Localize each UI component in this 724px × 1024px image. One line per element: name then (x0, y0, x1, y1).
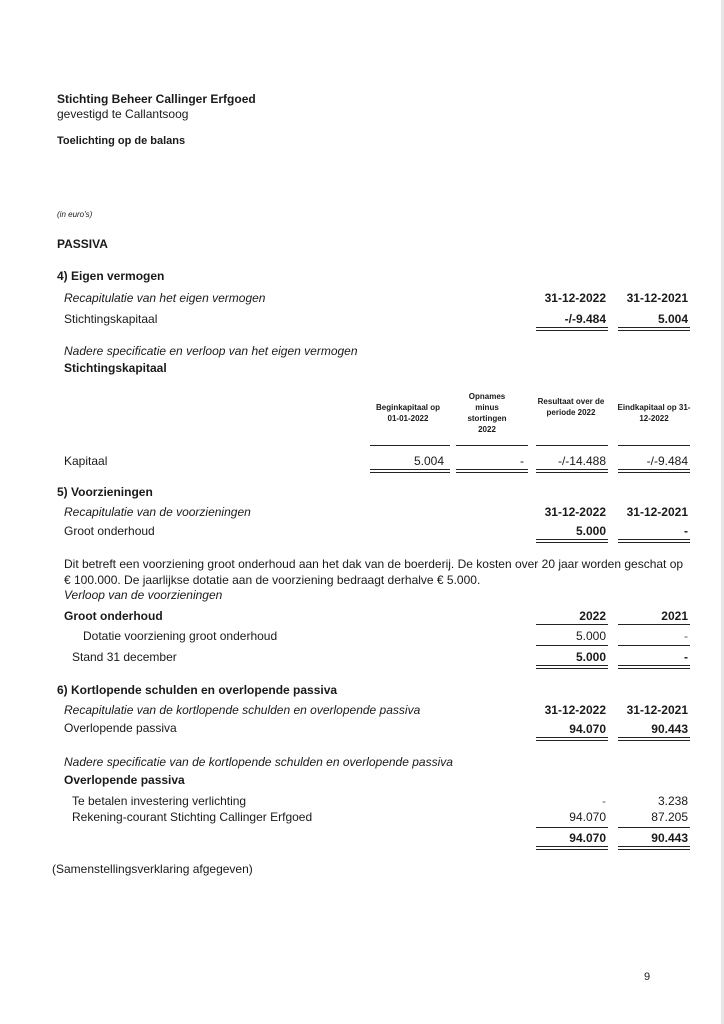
s5-go-col-2021: 2021 (661, 609, 688, 623)
s6-item2-label: Rekening-courant Stichting Callinger Erfgoed (72, 810, 313, 824)
s4-row-value-2022: -/-9.484 (564, 312, 606, 326)
s5-row-value-2022: 5.000 (575, 524, 606, 538)
s5-dotatie-2021: - (684, 629, 688, 643)
s6-row-value-2021: 90.443 (651, 722, 688, 736)
kap-underline-4a (618, 469, 690, 470)
s6-sub-title: Overlopende passiva (64, 773, 185, 787)
s4-spec-label: Nadere specificatie en verloop van het eigen vermogen (64, 344, 358, 358)
hdr-eindkapitaal: Eindkapitaal op 31-12-2022 (617, 403, 691, 423)
s6-spec-label: Nadere specificatie van de kortlopende schulden en overlopende passiva (64, 755, 453, 769)
kap-label: Kapitaal (64, 454, 108, 468)
s5-recap-label: Recapitulatie van de voorzieningen (64, 505, 251, 519)
footer-note: (Samenstellingsverklaring afgegeven) (52, 862, 253, 876)
kap-topline-1 (370, 445, 450, 446)
kap-underline-3b (536, 472, 608, 473)
s5-underline-2b (618, 542, 690, 543)
s6-item1-2022: - (602, 794, 606, 808)
s6-underline-1a (536, 737, 608, 738)
s5-dotatie-2022: 5.000 (575, 629, 606, 643)
s5-stand-underline-2a (618, 665, 690, 666)
kap-topline-2 (456, 445, 528, 446)
s5-paragraph-line-1: Dit betreft een voorziening groot onderhoud aan het dak van de boerderij. De kosten over 20 jaar worden geschat op (64, 557, 684, 571)
s5-go-col-2022: 2022 (579, 609, 606, 623)
s6-total-underline-2b (618, 849, 690, 850)
s6-total-underline-1a (536, 846, 608, 847)
s5-stand-underline-1a (536, 665, 608, 666)
s6-total-underline-1b (536, 849, 608, 850)
s4-row-value-2021: 5.004 (657, 312, 688, 326)
s5-stand-2021: - (684, 650, 688, 664)
section-title: PASSIVA (57, 237, 108, 251)
s4-underline-2b (618, 330, 690, 331)
s4-underline-2a (618, 327, 690, 328)
org-name: Stichting Beheer Callinger Erfgoed (57, 92, 256, 106)
s5-stand-underline-1b (536, 668, 608, 669)
s6-item2-2022: 94.070 (569, 810, 606, 824)
s6-total-2022: 94.070 (569, 831, 606, 845)
s4-recap-label: Recapitulatie van het eigen vermogen (64, 291, 266, 305)
s5-paragraph-line-2: € 100.000. De jaarlijkse dotatie aan de voorziening bedraagt derhalve € 5.000. (64, 573, 481, 587)
s6-total-2021: 90.443 (651, 831, 688, 845)
units-note: (in euro's) (57, 210, 93, 219)
s6-total-topline-1 (536, 827, 608, 828)
kap-begin: 5.004 (413, 454, 444, 468)
s6-row-value-2022: 94.070 (569, 722, 606, 736)
s4-sub-title: Stichtingskapitaal (64, 361, 167, 375)
s5-col-2022: 31-12-2022 (544, 505, 606, 519)
s6-underline-2a (618, 737, 690, 738)
s5-go-topline-2 (618, 624, 690, 625)
s5-verloop-label: Verloop van de voorzieningen (64, 588, 223, 602)
s6-col-2021: 31-12-2021 (626, 703, 688, 717)
kap-underline-2b (456, 472, 528, 473)
s5-underline-1b (536, 542, 608, 543)
s5-row-value-2021: - (684, 524, 688, 538)
s6-item2-2021: 87.205 (651, 810, 688, 824)
s5-col-2021: 31-12-2021 (626, 505, 688, 519)
hdr-opnames: Opnames minus stortingen 2022 (467, 392, 507, 434)
kap-underline-4b (618, 472, 690, 473)
kap-underline-3a (536, 469, 608, 470)
s5-go-title: Groot onderhoud (64, 609, 163, 623)
s4-underline-1a (536, 327, 608, 328)
s6-item1-2021: 3.238 (657, 794, 688, 808)
kap-underline-1b (370, 472, 450, 473)
s6-title: 6) Kortlopende schulden en overlopende passiva (57, 683, 338, 697)
s6-total-underline-2a (618, 846, 690, 847)
s5-dotatie-label: Dotatie voorziening groot onderhoud (83, 629, 278, 643)
s6-item1-label: Te betalen investering verlichting (72, 794, 247, 808)
hdr-beginkapitaal: Beginkapitaal op 01-01-2022 (375, 403, 440, 423)
hdr-resultaat: Resultaat over de periode 2022 (537, 397, 605, 417)
s4-row-label: Stichtingskapitaal (64, 312, 158, 326)
s4-title: 4) Eigen vermogen (57, 269, 165, 283)
s5-stand-underline-2b (618, 668, 690, 669)
org-location: gevestigd te Callantsoog (57, 107, 189, 121)
s5-underline-2a (618, 539, 690, 540)
s5-dotatie-line-2 (618, 645, 690, 646)
s6-col-2022: 31-12-2022 (544, 703, 606, 717)
s5-row-label: Groot onderhoud (64, 524, 155, 538)
s6-recap-label: Recapitulatie van de kortlopende schulden en overlopende passiva (64, 703, 421, 717)
s6-total-topline-2 (618, 827, 690, 828)
doc-subtitle: Toelichting op de balans (57, 135, 186, 147)
s6-row-label: Overlopende passiva (64, 721, 177, 735)
s4-col-2021: 31-12-2021 (626, 291, 688, 305)
kap-eind: -/-9.484 (646, 454, 688, 468)
kap-topline-4 (618, 445, 690, 446)
s4-underline-1b (536, 330, 608, 331)
s5-dotatie-line-1 (536, 645, 608, 646)
kap-opnames: - (520, 454, 524, 468)
kap-underline-2a (456, 469, 528, 470)
kap-resultaat: -/-14.488 (557, 454, 606, 468)
s4-col-2022: 31-12-2022 (544, 291, 606, 305)
s6-underline-2b (618, 740, 690, 741)
kap-topline-3 (536, 445, 608, 446)
s5-underline-1a (536, 539, 608, 540)
s5-stand-label: Stand 31 december (72, 650, 177, 664)
s5-stand-2022: 5.000 (575, 650, 606, 664)
page-number: 9 (644, 971, 651, 983)
s5-go-topline-1 (536, 624, 608, 625)
kap-underline-1a (370, 469, 450, 470)
s5-title: 5) Voorzieningen (57, 485, 153, 499)
s6-underline-1b (536, 740, 608, 741)
